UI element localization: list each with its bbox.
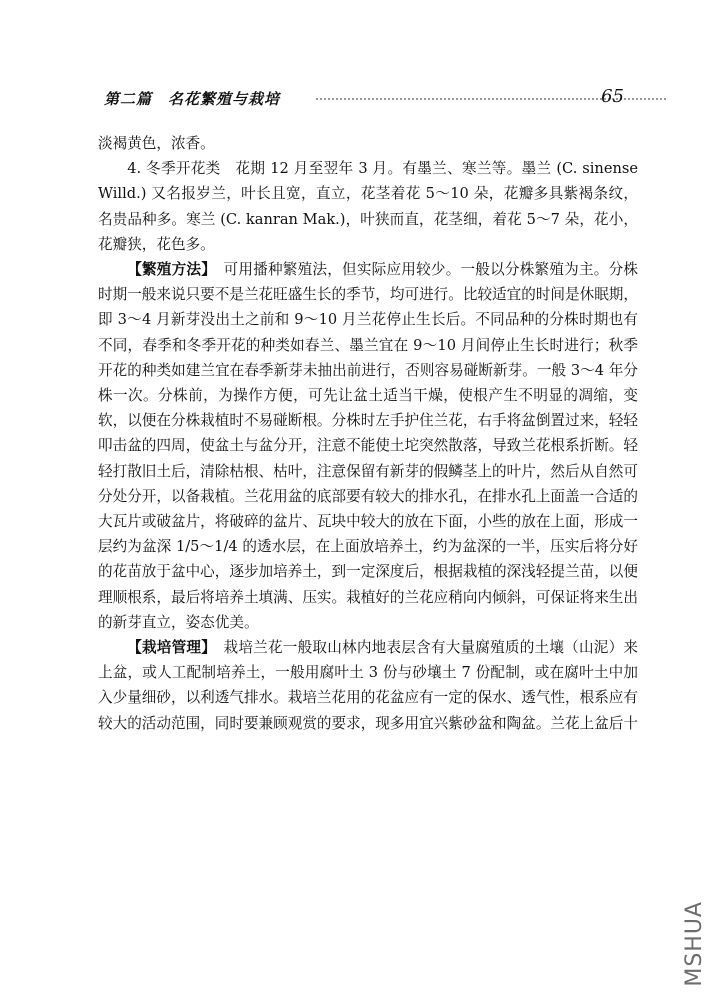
watermark: MSHUA: [682, 901, 707, 987]
section-heading-propagation: 【繁殖方法】: [127, 261, 209, 279]
paragraph-cultivation: [98, 635, 638, 736]
page-number: 65: [601, 86, 624, 107]
body-text: [98, 131, 638, 736]
paragraph-propagation: [98, 257, 638, 635]
running-header: [104, 86, 624, 114]
paragraph-text: 4. 冬季开花类 花期 12 月至翌年 3 月。有墨兰、寒兰等。墨兰 (C. sinense Willd.) 又名报岁兰，叶长且宽，直立，花茎着花 5～10 朵，花瓣多具紫褐条纹，名贵品种多。寒兰 (C. kanran Mak.)，叶狭而直，花茎细，着花 5～7 朵，花小，花瓣狭，花色多。: [98, 160, 638, 253]
paragraph-text: 淡褐黄色，浓香。: [98, 135, 215, 152]
section-heading-cultivation: 【栽培管理】: [127, 639, 209, 657]
chapter-title: 第二篇 名花繁殖与栽培: [104, 90, 281, 108]
paragraph-text: 栽培兰花一般取山林内地表层含有大量腐殖质的土壤（山泥）来上盆，或人工配制培养土，一般用腐叶土 3 份与砂壤土 7 份配制，或在腐叶土中加入少量细砂，以利透气排水。栽培兰花用的花盆应有一定的保水、透气性，根系应有较大的活动范围，同时要兼顾观赏的要求，现多用宜兴紫砂盆和陶盆。兰花上盆后十: [98, 639, 638, 732]
paragraph-text: 可用播种繁殖法，但实际应用较少。一般以分株繁殖为主。分株时期一般来说只要不是兰花旺盛生长的季节，均可进行。比较适宜的时间是休眠期，即 3～4 月新芽没出土之前和 9～10 月兰花停止生长后。不同品种的分株时期也有不同，春季和冬季开花的种类如春兰、墨兰宜在 9～10 月间停止生长时进行；秋季开花的种类如建兰宜在春季新芽未抽出前进行，否则容易碰断新芽。一般 3～4 年分株一次。分株前，为操作方便，可先让盆土适当干燥，使根产生不明显的凋缩，变软，以便在分株栽植时不易碰断根。分株时左手护住兰花，右手将盆倒置过来，轻轻叩击盆的四周，使盆土与盆分开，注意不能使土坨突然散落，导致兰花根系折断。轻轻打散旧土后，清除枯根、枯叶，注意保留有新芽的假鳞茎上的叶片，然后从自然可分处分开，以备栽植。兰花用盆的底部要有较大的排水孔，在排水孔上面盖一合适的大瓦片或破盆片，将破碎的盆片、瓦块中较大的放在下面，小些的放在上面，形成一层约为盆深 1/5～1/4 的透水层，在上面放培养土，约为盆深的一半，压实后将分好的花苗放于盆中心，逐步加培养土，到一定深度后，根据栽植的深浅轻提兰苗，以便理顺根系，最后将培养土填满、压实。栽植好的兰花应稍向内倾斜，可保证将来生出的新芽直立，姿态优美。: [98, 261, 638, 631]
paragraph-continuation: [98, 131, 638, 156]
paragraph-winter-orchids: [98, 156, 638, 257]
